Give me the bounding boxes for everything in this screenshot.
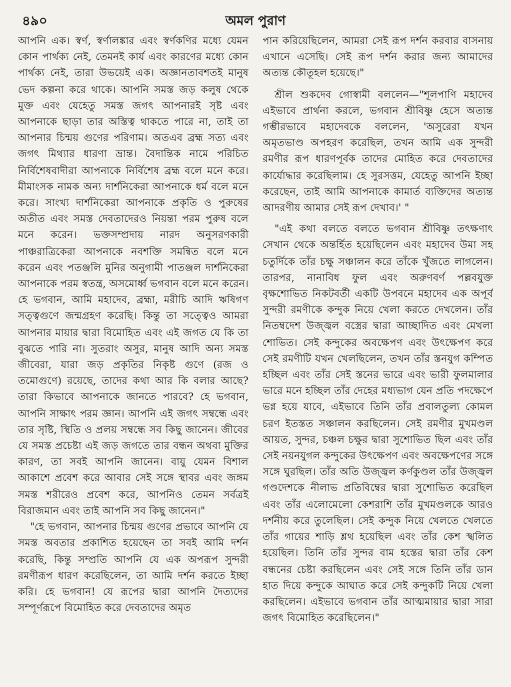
paragraph: "হে ভগবান, আপনার চিন্ময় গুণের প্রভাবে আপনি যে সমস্ত অবতার প্রকাশিত হয়েছেন তা সবই আমি দর্শন করেছি, কিন্তু সম্প্রতি আপনি যে এক অপরূপ সুন্দরী রমণীরূপ ধারণ করেছিলেন, তা আমি দর্শন করতে ইচ্ছা করি। হে ভগবান! যে রূপের দ্বারা আপনি দৈত্যদের সম্পূর্ণরূপে বিমোহিত করে দেবতাদের অমৃত <box>18 522 249 615</box>
text-columns <box>18 34 493 682</box>
page-number: ৪৯০ <box>22 14 48 29</box>
left-column <box>18 34 249 682</box>
running-title: অমল পুরাণ <box>225 14 286 29</box>
paragraph: পান করিয়েছিলেন, আমরা সেই রূপ দর্শন করবার বাসনায় এখানে এসেছি। সেই রূপ দর্শন করার জন্য আমাদের অত্যন্ত কৌতূহল হয়েছে।" <box>262 36 493 80</box>
paragraph: "এই কথা বলতে বলতে ভগবান শ্রীবিষ্ণু তৎক্ষণাৎ সেখান থেকে অন্তর্হিত হয়েছিলেন এবং মহাদেব উমা সহ চতুর্দিকে তাঁর চক্ষু সঞ্চালন করে তাঁকে খুঁজতে লাগলেন। তারপর, নানাবিধ ফুল এবং অরুণবর্ণ পল্লবযুক্ত বৃক্ষশোভিত নিকটবর্তী একটি উপবনে মহাদেব এক অপূর্ব সুন্দরী রমণীকে কন্দুক নিয়ে খেলা করতে দেখলেন। তাঁর নিতম্বদেশ উজ্জ্বল বস্ত্রের দ্বারা আচ্ছাদিত এবং মেখলা শোভিত। সেই কন্দুকের অবক্ষেপণ এবং উৎক্ষেপণ করে সেই রমণীটি যখন খেলছিলেন, তখন তাঁর স্তনযুগ কম্পিত হচ্ছিল এবং তাঁর সেই স্তনের ভারে এবং ভারী ফুলমালার ভারে মনে হচ্ছিল তাঁর দেহের মধ্যভাগ যেন প্রতি পদক্ষেপে ভগ্ন হয়ে যাবে, এইভাবে তিনি তাঁর প্রবালতুল্য কোমল চরণ ইতস্তত সঞ্চালন করছিলেন। সেই রমণীর মুখমণ্ডল আয়ত, সুন্দর, চঞ্চল চক্ষুর দ্বারা সুশোভিত ছিল এবং তাঁর সেই নয়নযুগল কন্দুকের উৎক্ষেপণ এবং অবক্ষেপণের সঙ্গে সঙ্গে ঘুরছিল। তাঁর অতি উজ্জ্বল কর্ণকুণ্ডল তাঁর উজ্জ্বল গণ্ডদেশকে নীলাভ প্রতিবিম্বের দ্বারা সুশোভিত করেছিল এবং তাঁর এলোমেলো কেশরাশি তাঁর মুখমণ্ডলকে আরও দর্শনীয় করে তুলেছিল। সেই কন্দুক নিয়ে খেলতে খেলতে তাঁর গায়ের শাড়ি শ্লথ হয়েছিল এবং তাঁর কেশ স্খলিত হয়েছিল। তিনি তাঁর সুন্দর বাম হস্তের দ্বারা তাঁর কেশ বন্ধনের চেষ্টা করছিলেন এবং সেই সঙ্গে তিনি তাঁর ডান হাত দিয়ে কন্দুকে আঘাত করে সেই কন্দুকটি নিয়ে খেলা করছিলেন। এইভাবে ভগবান তাঁর আত্মমায়ার দ্বারা সারা জগৎ বিমোহিত করেছিলেন।" <box>262 224 493 625</box>
right-column <box>263 34 494 682</box>
paragraph: শ্রীল শুকদেব গোস্বামী বললেন—"শূলপাণি মহাদেব এইভাবে প্রার্থনা করলে, ভগবান শ্রীবিষ্ণু হেসে অত্যন্ত গম্ভীরভাবে মহাদেবকে বললেন, 'অসুরেরা যখন অমৃতভাণ্ড অপহরণ করেছিল, তখন আমি এক সুন্দরী রমণীর রূপ ধারণপূর্বক তাদের মোহিত করে দেবতাদের কার্যোদ্ধার করেছিলাম। হে সুরসত্তম, যেহেতু আপনি ইচ্ছা করেছেন, তাই আমি আপনাকে কামার্ত ব্যক্তিদের অত্যন্ত আদরণীয় আমার সেই রূপ দেখাব।' " <box>262 89 493 215</box>
page-header <box>18 12 493 34</box>
paragraph: আপনি এক। স্বর্ণ, স্বর্ণালঙ্কার এবং স্বর্ণকণির মধ্যে যেমন কোন পার্থক্য নেই, তেমনই কার্য এবং কারণের মধ্যে কোন পার্থক্য নেই, তারা উভয়েই এক। অজ্ঞানতাবশতই মানুষ ভেদ কল্পনা করে থাকে। আপনি সমস্ত জড় কলুষ থেকে মুক্ত এবং যেহেতু সমস্ত জগৎ আপনারই সৃষ্ট এবং আপনাকে ছাড়া তার অস্তিত্ব থাকতে পারে না, তাই তা আপনার চিন্ময় গুণের পরিণাম। অতএব ব্রহ্ম সত্য এবং জগৎ মিথ্যার ধারণা ভ্রান্ত। বৈদান্তিক নামে পরিচিত নির্বিশেষবাদীরা আপনাকে নির্বিশেষ ব্রহ্ম বলে মনে করে। মীমাংসক নামক অন্য দার্শনিকেরা আপনাকে ধর্ম বলে মনে করে। সাংখ্য দার্শনিকেরা আপনাকে প্রকৃতি ও পুরুষের অতীত এবং সমস্ত দেবতাদেরও নিয়ন্তা পরম পুরুষ বলে মনে করেন। ভক্তসম্প্রদায় নারদ অনুসরণকারী পাঞ্চরাত্রিকেরা আপনাকে নবশক্তি সমন্বিত বলে মনে করেন এবং পতঞ্জলি মুনির অনুগামী পাতঞ্জল দার্শনিকেরা আপনাকে পরম স্বতন্ত্র, অসমোর্ধ্ব ভগবান বলে মনে করেন। হে ভগবান, আমি মহাদেব, ব্রহ্মা, মরীচি আদি ঋষিগণ সত্ত্বগুণে জন্মগ্রহণ করেছি। কিন্তু তা সত্ত্বেও আমরা আপনার মায়ার দ্বারা বিমোহিত এবং এই জগত যে কি তা বুঝতে পারি না। সুতরাং অসুর, মানুষ আদি অন্য সমস্ত জীবেরা, যারা জড় প্রকৃতির নিকৃষ্ট গুণে (রজ ও তমোগুণে) রয়েছে, তাদের কথা আর কি বলার আছে? তারা কিভাবে আপনাকে জানতে পারবে? হে ভগবান, আপনি সাক্ষাৎ পরম জ্ঞান। আপনি এই জগৎ সম্বন্ধে এবং তার সৃষ্টি, স্থিতি ও প্রলয় সম্বন্ধে সব কিছু জানেন। জীবের যে সমস্ত প্রচেষ্টা এই জড় জগতে তার বন্ধন অথবা মুক্তির কারণ, তা সবই আপনি জানেন। বায়ু যেমন বিশাল আকাশে প্রবেশ করে আবার সেই সঙ্গে স্থাবর এবং জঙ্গম সমস্ত শরীরেও প্রবেশ করে, আপনিও তেমন সর্বত্রই বিরাজমান এবং তাই আপনি সব কিছু জানেন।" <box>18 36 249 517</box>
